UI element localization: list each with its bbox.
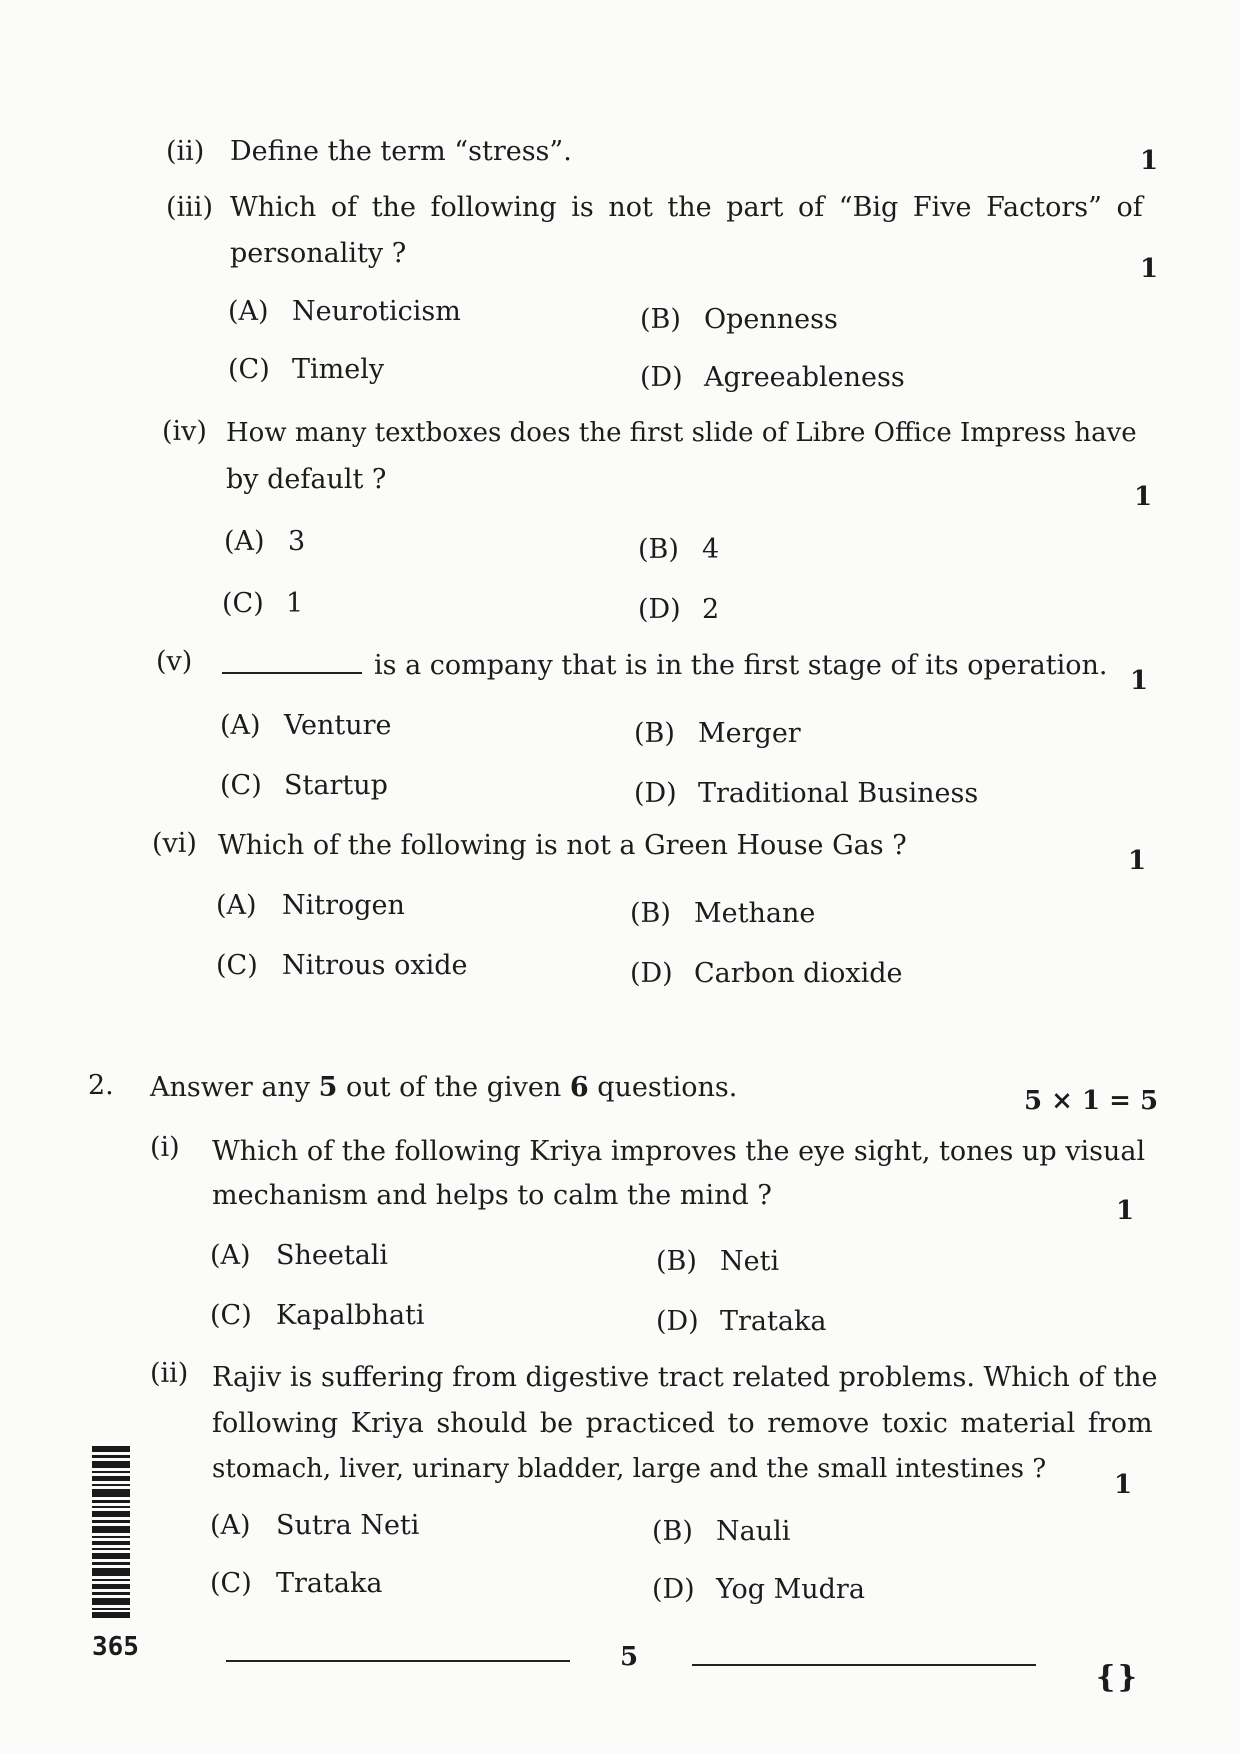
q1-v-option-a-label: (A): [220, 710, 261, 741]
q2-i-option-c-text: Kapalbhati: [276, 1300, 425, 1331]
q1-iv-option-a-text: 3: [288, 526, 306, 557]
paper-code: 365: [92, 1632, 139, 1662]
q1-iv-line2: by default ?: [226, 464, 387, 495]
q2-ii-option-b-text: Nauli: [716, 1516, 791, 1547]
q2-instruction: [150, 1072, 737, 1103]
q2-ii-option-d-text: Yog Mudra: [716, 1574, 865, 1605]
q2-i-number: (i): [150, 1132, 180, 1163]
q2-i-line1: Which of the following Kriya improves the eye sight, tones up visual: [212, 1136, 1146, 1167]
q1-iii-option-a-text: Neuroticism: [292, 296, 461, 327]
footer-rule-right: [692, 1664, 1036, 1666]
q2-ii-option-b-label: (B): [652, 1516, 693, 1547]
q1-vi-text: Which of the following is not a Green House Gas ?: [218, 830, 907, 861]
q1-vi-option-b-label: (B): [630, 898, 671, 929]
footer-rule-left: [226, 1660, 570, 1662]
q2-i-option-d-text: Trataka: [720, 1306, 827, 1337]
q2-ii-line1: Rajiv is suffering from digestive tract related problems. Which of the: [212, 1362, 1158, 1393]
q1-v-option-d-text: Traditional Business: [698, 778, 979, 809]
q1-iv-option-b-label: (B): [638, 534, 679, 565]
q1-v-option-c-text: Startup: [284, 770, 388, 801]
q1-v-question: [222, 650, 1107, 681]
barcode-image: [92, 1446, 130, 1618]
q1-v-option-b-text: Merger: [698, 718, 801, 749]
q2-instruction-total: 6: [569, 1072, 589, 1103]
q1-vi-option-c-label: (C): [216, 950, 258, 981]
q1-iii-number: (iii): [166, 192, 213, 223]
q1-iii-option-b-label: (B): [640, 304, 681, 335]
q1-v-option-c-label: (C): [220, 770, 262, 801]
q1-v-option-d-label: (D): [634, 778, 677, 809]
q1-iii-option-d-label: (D): [640, 362, 683, 393]
q2-i-option-c-label: (C): [210, 1300, 252, 1331]
q1-iii-option-b-text: Openness: [704, 304, 838, 335]
q1-v-option-a-text: Venture: [284, 710, 392, 741]
q1-iii-marks: 1: [1140, 254, 1159, 284]
q1-vi-option-d-label: (D): [630, 958, 673, 989]
q1-ii-marks: 1: [1140, 146, 1159, 176]
q1-iii-line2: personality ?: [230, 238, 407, 269]
q1-vi-option-a-label: (A): [216, 890, 257, 921]
q1-vi-option-a-text: Nitrogen: [282, 890, 405, 921]
q1-iv-number: (iv): [162, 416, 207, 447]
q1-v-option-b-label: (B): [634, 718, 675, 749]
q1-iii-option-d-text: Agreeableness: [704, 362, 905, 393]
q1-iv-option-a-label: (A): [224, 526, 265, 557]
q1-iii-option-c-label: (C): [228, 354, 270, 385]
q1-iv-option-c-text: 1: [286, 588, 304, 619]
q2-ii-option-c-text: Trataka: [276, 1568, 383, 1599]
q1-vi-number: (vi): [152, 828, 197, 859]
q2-i-line2: mechanism and helps to calm the mind ?: [212, 1180, 772, 1211]
q1-iv-line1: How many textboxes does the first slide of Libre Office Impress have: [226, 418, 1137, 448]
q2-ii-line2: following Kriya should be practiced to remove toxic material from: [212, 1408, 1153, 1439]
q1-iv-marks: 1: [1134, 482, 1153, 512]
q2-marks: 5 × 1 = 5: [1024, 1086, 1159, 1116]
page-number: 5: [620, 1642, 639, 1672]
q2-i-option-a-label: (A): [210, 1240, 251, 1271]
q2-ii-option-a-label: (A): [210, 1510, 251, 1541]
fill-in-blank: [222, 654, 362, 674]
q1-vi-option-d-text: Carbon dioxide: [694, 958, 903, 989]
q2-i-option-a-text: Sheetali: [276, 1240, 389, 1271]
q2-instruction-count: 5: [318, 1072, 338, 1103]
footer-mark: { }: [1096, 1660, 1134, 1695]
q1-v-marks: 1: [1130, 666, 1149, 696]
q1-ii-text: Define the term “stress”.: [230, 136, 572, 167]
q1-vi-option-c-text: Nitrous oxide: [282, 950, 468, 981]
q2-ii-option-c-label: (C): [210, 1568, 252, 1599]
q2-ii-line3: stomach, liver, urinary bladder, large and the small intestines ?: [212, 1454, 1047, 1484]
q1-vi-option-b-text: Methane: [694, 898, 816, 929]
q2-i-option-b-label: (B): [656, 1246, 697, 1277]
q2-number: 2.: [88, 1070, 114, 1101]
q1-iii-option-a-label: (A): [228, 296, 269, 327]
q2-instruction-mid: out of the given: [337, 1072, 570, 1103]
q1-v-number: (v): [156, 646, 193, 677]
q1-iii-line1: Which of the following is not the part of “Big Five Factors” of: [230, 192, 1143, 223]
q2-instruction-pre: Answer any: [150, 1072, 319, 1103]
q1-iv-option-d-text: 2: [702, 594, 720, 625]
q2-ii-marks: 1: [1114, 1470, 1133, 1500]
q2-i-option-b-text: Neti: [720, 1246, 780, 1277]
q2-ii-option-a-text: Sutra Neti: [276, 1510, 420, 1541]
q2-ii-number: (ii): [150, 1358, 189, 1389]
q2-instruction-post: questions.: [588, 1072, 738, 1103]
q1-iv-option-d-label: (D): [638, 594, 681, 625]
q1-iv-option-b-text: 4: [702, 534, 720, 565]
q1-iv-option-c-label: (C): [222, 588, 264, 619]
q2-i-option-d-label: (D): [656, 1306, 699, 1337]
q1-iii-option-c-text: Timely: [292, 354, 385, 385]
q2-ii-option-d-label: (D): [652, 1574, 695, 1605]
q1-vi-marks: 1: [1128, 846, 1147, 876]
q1-ii-number: (ii): [166, 136, 205, 167]
q2-i-marks: 1: [1116, 1196, 1135, 1226]
q1-v-text: is a company that is in the first stage of its operation.: [374, 650, 1108, 681]
